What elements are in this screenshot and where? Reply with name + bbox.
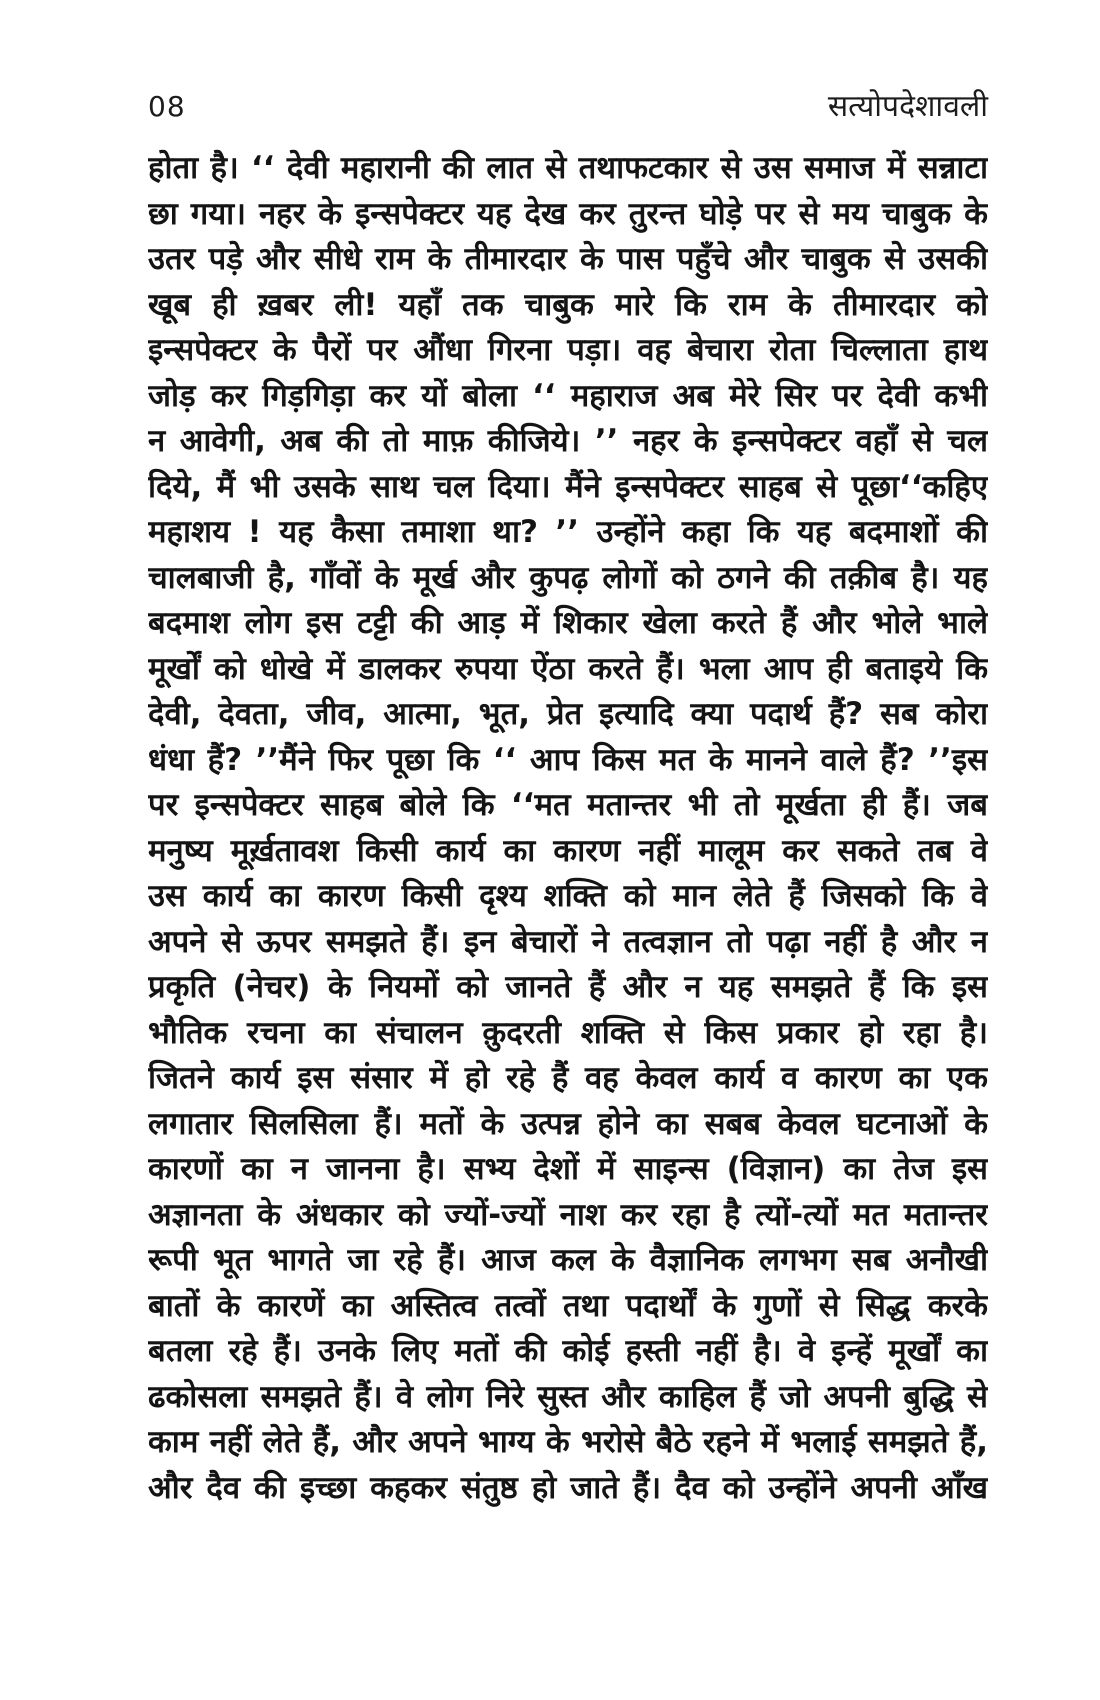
text-line: लगातार सिलसिला हैं। मतों के उत्पन्न होने का सबब केवल घटनाओं के bbox=[148, 1105, 988, 1142]
page-body bbox=[148, 146, 988, 1511]
text-line: प्रकृति (नेचर) के नियमों को जानते हैं और न यह समझते हैं कि इस bbox=[148, 969, 988, 1005]
text-line: बातों के कारणें का अस्तित्व तत्वों तथा पदार्थों के गुणों से सिद्ध करके bbox=[148, 1287, 988, 1324]
text-line: मनुष्य मूर्ख़तावश किसी कार्य का कारण नहीं मालूम कर सकते तब वे bbox=[148, 832, 988, 869]
text-line: खूब ही ख़बर ली! यहाँ तक चाबुक मारे कि राम के तीमारदार को bbox=[148, 286, 988, 323]
text-line: महाशय ! यह कैसा तमाशा था? ’’ उन्होंने कहा कि यह बदमाशों की bbox=[148, 514, 988, 550]
text-line: उस कार्य का कारण किसी दृश्य शक्ति को मान लेते हैं जिसको कि वे bbox=[148, 878, 988, 914]
book-title: सत्योपदेशावली bbox=[827, 89, 988, 124]
text-line: न आवेगी, अब की तो माफ़ कीजिये। ’’ नहर के इन्सपेक्टर वहाँ से चल bbox=[148, 423, 988, 459]
text-line: देवी, देवता, जीव, आत्मा, भूत, प्रेत इत्यादि क्या पदार्थ हैं? सब कोरा bbox=[148, 696, 988, 732]
text-line: पर इन्सपेक्टर साहब बोले कि ‘‘मत मतान्तर भी तो मूर्खता ही हैं। जब bbox=[148, 787, 988, 823]
text-line: मूर्खों को धोखे में डालकर रुपया ऐंठा करते हैं। भला आप ही बताइये कि bbox=[148, 650, 988, 687]
text-line: होता है। ‘‘ देवी महारानी की लात से तथाफटकार से उस समाज में सन्नाटा bbox=[148, 150, 988, 186]
text-line: अपने से ऊपर समझते हैं। इन बेचारों ने तत्वज्ञान तो पढ़ा नहीं है और न bbox=[148, 923, 988, 960]
text-line: भौतिक रचना का संचालन क़ुदरती शक्ति से किस प्रकार हो रहा है। bbox=[148, 1014, 988, 1051]
text-line: कारणों का न जानना है। सभ्य देशों में साइन्स (विज्ञान) का तेज इस bbox=[148, 1151, 988, 1187]
text-line: रूपी भूत भागते जा रहे हैं। आज कल के वैज्ञानिक लगभग सब अनौखी bbox=[148, 1242, 988, 1278]
text-line: छा गया। नहर के इन्सपेक्टर यह देख कर तुरन्त घोड़े पर से मय चाबुक के bbox=[148, 195, 988, 232]
text-line: बतला रहे हैं। उनके लिए मतों की कोई हस्ती नहीं है। वे इन्हें मूर्खों का bbox=[148, 1333, 988, 1369]
text-line: अज्ञानता के अंधकार को ज्यों-ज्यों नाश कर रहा है त्यों-त्यों मत मतान्तर bbox=[148, 1196, 988, 1233]
text-line: चालबाजी है, गाँवों के मूर्ख और कुपढ़ लोगों को ठगने की तक़ीब है। यह bbox=[148, 559, 988, 596]
text-line: दिये, मैं भी उसके साथ चल दिया। मैंने इन्सपेक्टर साहब से पूछा‘‘कहिए bbox=[148, 468, 988, 505]
text-line: और दैव की इच्छा कहकर संतुष्ठ हो जाते हैं। दैव को उन्होंने अपनी आँख bbox=[148, 1469, 988, 1506]
text-line: उतर पड़े और सीधे राम के तीमारदार के पास पहुँचे और चाबुक से उसकी bbox=[148, 241, 988, 277]
text-line: जोड़ कर गिड़गिड़ा कर यों बोला ‘‘ महाराज अब मेरे सिर पर देवी कभी bbox=[148, 377, 988, 414]
text-line: जितने कार्य इस संसार में हो रहे हैं वह केवल कार्य व कारण का एक bbox=[148, 1060, 988, 1096]
text-line: काम नहीं लेते हैं, और अपने भाग्य के भरोसे बैठे रहने में भलाई समझते हैं, bbox=[148, 1424, 988, 1460]
page-number: 08 bbox=[148, 90, 186, 123]
text-line: ढकोसला समझते हैं। वे लोग निरे सुस्त और काहिल हैं जो अपनी बुद्धि से bbox=[148, 1378, 988, 1415]
text-line: इन्सपेक्टर के पैरों पर औंधा गिरना पड़ा। वह बेचारा रोता चिल्लाता हाथ bbox=[148, 332, 988, 368]
text-line: धंधा हैं? ’’मैंने फिर पूछा कि ‘‘ आप किस मत के मानने वाले हैं? ’’इस bbox=[148, 741, 988, 778]
page-header bbox=[148, 84, 988, 125]
text-line: बदमाश लोग इस टट्टी की आड़ में शिकार खेला करते हैं और भोले भाले bbox=[148, 605, 988, 641]
